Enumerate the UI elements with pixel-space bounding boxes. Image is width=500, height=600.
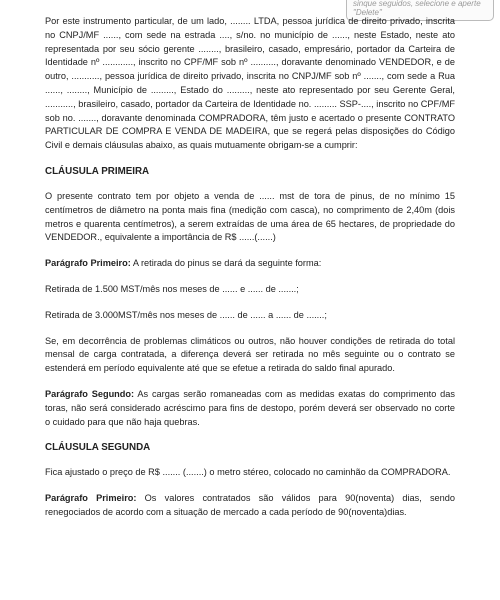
paragraph-text: Os valores contratados são válidos para 90(noventa) dias, sendo renegociados de acordo com a situação de mercado a cada período de 90(noventa)dias. bbox=[45, 493, 456, 517]
retirada-1: Retirada de 1.500 MST/mês nos meses de ...... e ...... de .......; bbox=[45, 283, 299, 294]
retirada-2: Retirada de 3.000MST/mês nos meses de ...... de ...... a ...... de .......; bbox=[45, 309, 327, 320]
clause-1-paragraph-1 bbox=[45, 257, 455, 271]
paragraph-label: Parágrafo Segundo: bbox=[45, 388, 135, 399]
intro-paragraph: Por este instrumento particular, de um lado, ........ LTDA, pessoa jurídica de direito privado, inscrita no CNPJ/MF ......, com sede na estrada ...., s/no. no município de ......, neste Estado, neste ato representada por seu sócio gerente ........, brasileiro, casado, empresário, portador da Carteira de Identidade nº ............, inscrito no CPF/MF sob nº .........., doravante denominado VENDEDOR, e de outro, ..........., pessoa jurídica de direito privado, inscrita no CNPJ/MF sob nº ......., com sede a Rua ......, ........, Município de ........., Estado do ........., neste ato representado por seu Gerente Geral, ..........., brasileiro, casado, portador da Carteira de Identidade no. ......... SSP-...., inscrito no CPF/MF sob no. ......., doravante denominada COMPRADORA, têm justo e acertado o presente CONTRATO PARTICULAR DE COMPRA E VENDA DE MADEIRA, que se regerá pelas disposições do Código Civil e demais cláusulas abaixo, as quais mutuamente obrigam-se a cumprir: bbox=[45, 16, 455, 151]
clause-1-text: O presente contrato tem por objeto a venda de ...... mst de tora de pinus, de no mínimo 15 centímetros de diâmetro na ponta mais fina (medição com casca), no comprimento de 2,40m (dois metros e quarenta centímetros), a serem extraídas de uma área de 65 hectares, de propriedade do VENDEDOR., equivalente a importância de R$ ......(......) bbox=[45, 190, 455, 243]
clause-2-paragraph-1 bbox=[45, 492, 455, 520]
paragraph-label: Parágrafo Primeiro: bbox=[45, 493, 137, 504]
contract-document bbox=[45, 15, 455, 532]
clause-1-title: CLÁUSULA PRIMEIRA bbox=[45, 165, 150, 177]
paragraph-text: As cargas serão romaneadas com as medidas exatas do comprimento das toras, não será considerado acréscimo para fins de destopo, porém deverá ser observado no corte o cuidado para que não haja quebras. bbox=[45, 388, 455, 427]
clause-2-text: Fica ajustado o preço de R$ ....... (.......) o metro stéreo, colocado no caminhão da COMPRADORA. bbox=[45, 467, 451, 478]
paragraph-text: A retirada do pinus se dará da seguinte forma: bbox=[130, 258, 322, 269]
paragraph-label: Parágrafo Primeiro: bbox=[45, 258, 131, 269]
instruction-note-text: sinque seguidos, selecione e aperte "Delete" bbox=[353, 0, 481, 17]
clause-2-title: CLÁUSULA SEGUNDA bbox=[45, 442, 151, 454]
clause-1-extra: Se, em decorrência de problemas climáticos ou outros, não houver condições de retirada do total mensal de carga contratada, a diferença deverá ser retirada no mês seguinte ou o contrato se estenderá em período equivalente até que se efetue a retirada do saldo final apurado. bbox=[45, 335, 455, 374]
clause-1-paragraph-2 bbox=[45, 388, 455, 429]
